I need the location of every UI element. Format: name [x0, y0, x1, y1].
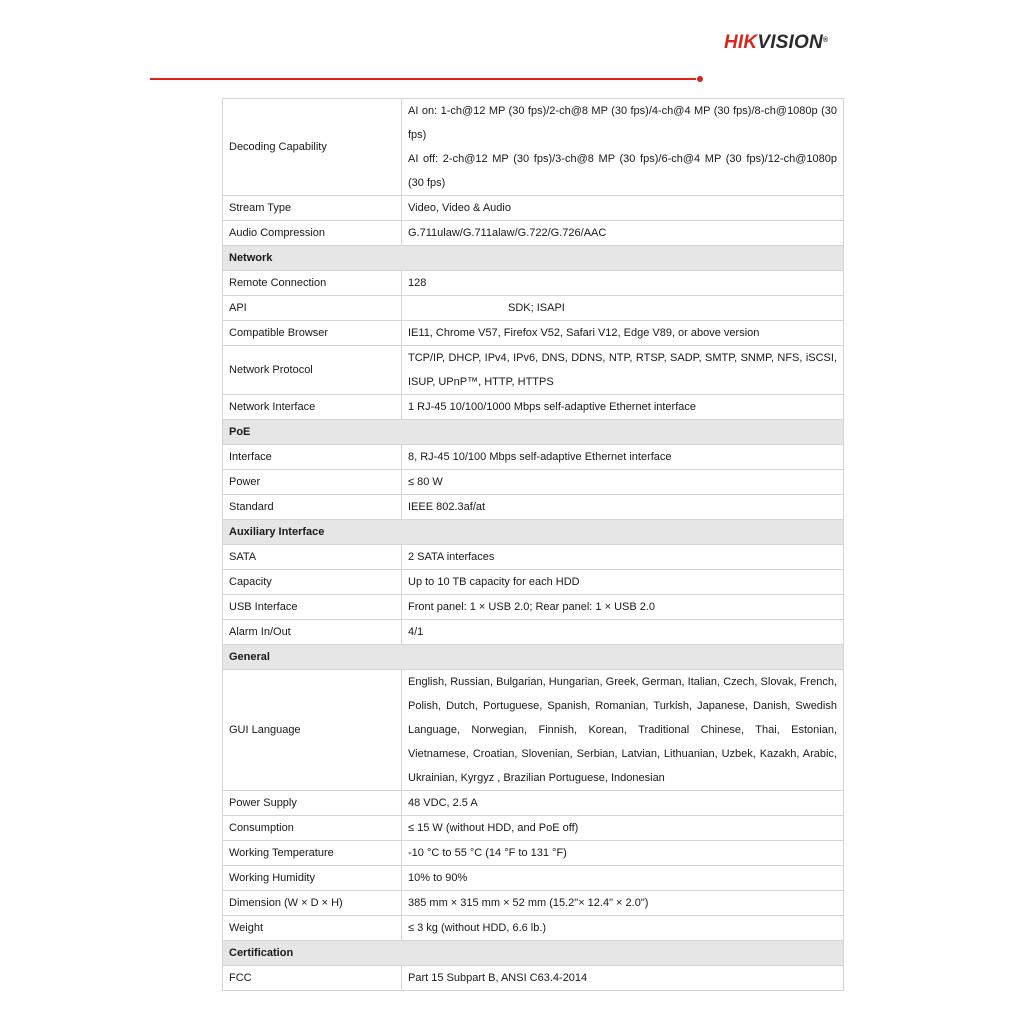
decoding-ai-on: AI on: 1-ch@12 MP (30 fps)/2-ch@8 MP (30 fps)/4-ch@4 MP (30 fps)/8-ch@1080p (30 fps) [408, 105, 837, 141]
spec-value: 8, RJ-45 10/100 Mbps self-adaptive Ethernet interface [402, 445, 844, 470]
spec-label: Working Humidity [223, 866, 402, 891]
spec-value: Up to 10 TB capacity for each HDD [402, 570, 844, 595]
spec-value: SDK; ISAPI [402, 296, 844, 321]
spec-row-poe-power [223, 470, 844, 495]
spec-row-working-humidity [223, 866, 844, 891]
spec-value [402, 99, 844, 196]
section-network [223, 246, 844, 271]
spec-row-consumption [223, 816, 844, 841]
spec-label: Decoding Capability [223, 99, 402, 196]
spec-value: IE11, Chrome V57, Firefox V52, Safari V12, Edge V89, or above version [402, 321, 844, 346]
spec-value: -10 °C to 55 °C (14 °F to 131 °F) [402, 841, 844, 866]
spec-row-network-interface [223, 395, 844, 420]
spec-row-poe-interface [223, 445, 844, 470]
spec-row-stream-type [223, 196, 844, 221]
spec-row-capacity [223, 570, 844, 595]
spec-value: ≤ 3 kg (without HDD, 6.6 lb.) [402, 916, 844, 941]
spec-value: Front panel: 1 × USB 2.0; Rear panel: 1 × USB 2.0 [402, 595, 844, 620]
spec-label: Interface [223, 445, 402, 470]
spec-row-compatible-browser [223, 321, 844, 346]
section-general [223, 645, 844, 670]
spec-label: Remote Connection [223, 271, 402, 296]
spec-label: Stream Type [223, 196, 402, 221]
spec-value: IEEE 802.3af/at [402, 495, 844, 520]
spec-value: 385 mm × 315 mm × 52 mm (15.2"× 12.4" × 2.0") [402, 891, 844, 916]
logo-registered-mark: ® [822, 37, 829, 44]
section-poe [223, 420, 844, 445]
spec-label: Standard [223, 495, 402, 520]
spec-table [222, 98, 844, 991]
spec-label: Compatible Browser [223, 321, 402, 346]
spec-label: Dimension (W × D × H) [223, 891, 402, 916]
spec-row-poe-standard [223, 495, 844, 520]
logo-vision-text: VISION [757, 32, 823, 53]
spec-label: Network Protocol [223, 346, 402, 395]
spec-label: Network Interface [223, 395, 402, 420]
section-certification [223, 941, 844, 966]
spec-row-fcc [223, 966, 844, 991]
section-auxiliary-interface [223, 520, 844, 545]
spec-row-power-supply [223, 791, 844, 816]
spec-value: Part 15 Subpart B, ANSI C63.4-2014 [402, 966, 844, 991]
spec-value: 10% to 90% [402, 866, 844, 891]
spec-value: 2 SATA interfaces [402, 545, 844, 570]
hikvision-logo [724, 32, 828, 54]
spec-row-gui-language [223, 670, 844, 791]
spec-label: GUI Language [223, 670, 402, 791]
section-title: PoE [223, 420, 844, 445]
section-title: General [223, 645, 844, 670]
spec-row-weight [223, 916, 844, 941]
header-rule-dot [697, 76, 703, 82]
spec-label: Power Supply [223, 791, 402, 816]
spec-value: Video, Video & Audio [402, 196, 844, 221]
spec-label: Working Temperature [223, 841, 402, 866]
spec-value: TCP/IP, DHCP, IPv4, IPv6, DNS, DDNS, NTP, RTSP, SADP, SMTP, SNMP, NFS, iSCSI, ISUP, UPnP™, HTTP, HTTPS [402, 346, 844, 395]
section-title: Auxiliary Interface [223, 520, 844, 545]
spec-value: 48 VDC, 2.5 A [402, 791, 844, 816]
spec-label: Capacity [223, 570, 402, 595]
logo-hik-text: HIK [724, 32, 758, 53]
spec-value: 1 RJ-45 10/100/1000 Mbps self-adaptive Ethernet interface [402, 395, 844, 420]
spec-row-network-protocol [223, 346, 844, 395]
spec-row-usb-interface [223, 595, 844, 620]
spec-row-audio-compression [223, 221, 844, 246]
spec-row-dimension [223, 891, 844, 916]
spec-label: API [223, 296, 402, 321]
spec-label: Alarm In/Out [223, 620, 402, 645]
section-title: Network [223, 246, 844, 271]
spec-label: USB Interface [223, 595, 402, 620]
spec-row-alarm-in-out [223, 620, 844, 645]
spec-label: FCC [223, 966, 402, 991]
spec-row-decoding-capability [223, 99, 844, 196]
decoding-ai-off: AI off: 2-ch@12 MP (30 fps)/3-ch@8 MP (30 fps)/6-ch@4 MP (30 fps)/12-ch@1080p (30 fps) [408, 153, 837, 189]
spec-label: Consumption [223, 816, 402, 841]
section-title: Certification [223, 941, 844, 966]
spec-label: Weight [223, 916, 402, 941]
spec-label: Power [223, 470, 402, 495]
spec-value: ≤ 15 W (without HDD, and PoE off) [402, 816, 844, 841]
spec-value: 128 [402, 271, 844, 296]
spec-row-api [223, 296, 844, 321]
spec-value: 4/1 [402, 620, 844, 645]
spec-row-working-temperature [223, 841, 844, 866]
spec-value: English, Russian, Bulgarian, Hungarian, Greek, German, Italian, Czech, Slovak, French, Polish, Dutch, Portuguese, Spanish, Romanian, Turkish, Japanese, Danish, Swedish Language, Norwegian, Finnish, Korean, Traditional Chinese, Thai, Estonian, Vietnamese, Croatian, Slovenian, Serbian, Latvian, Lithuanian, Uzbek, Kazakh, Arabic, Ukrainian, Kyrgyz , Brazilian Portuguese, Indonesian [402, 670, 844, 791]
spec-row-sata [223, 545, 844, 570]
spec-value: ≤ 80 W [402, 470, 844, 495]
spec-label: Audio Compression [223, 221, 402, 246]
spec-value: G.711ulaw/G.711alaw/G.722/G.726/AAC [402, 221, 844, 246]
spec-label: SATA [223, 545, 402, 570]
header-red-rule [150, 78, 696, 80]
spec-row-remote-connection [223, 271, 844, 296]
